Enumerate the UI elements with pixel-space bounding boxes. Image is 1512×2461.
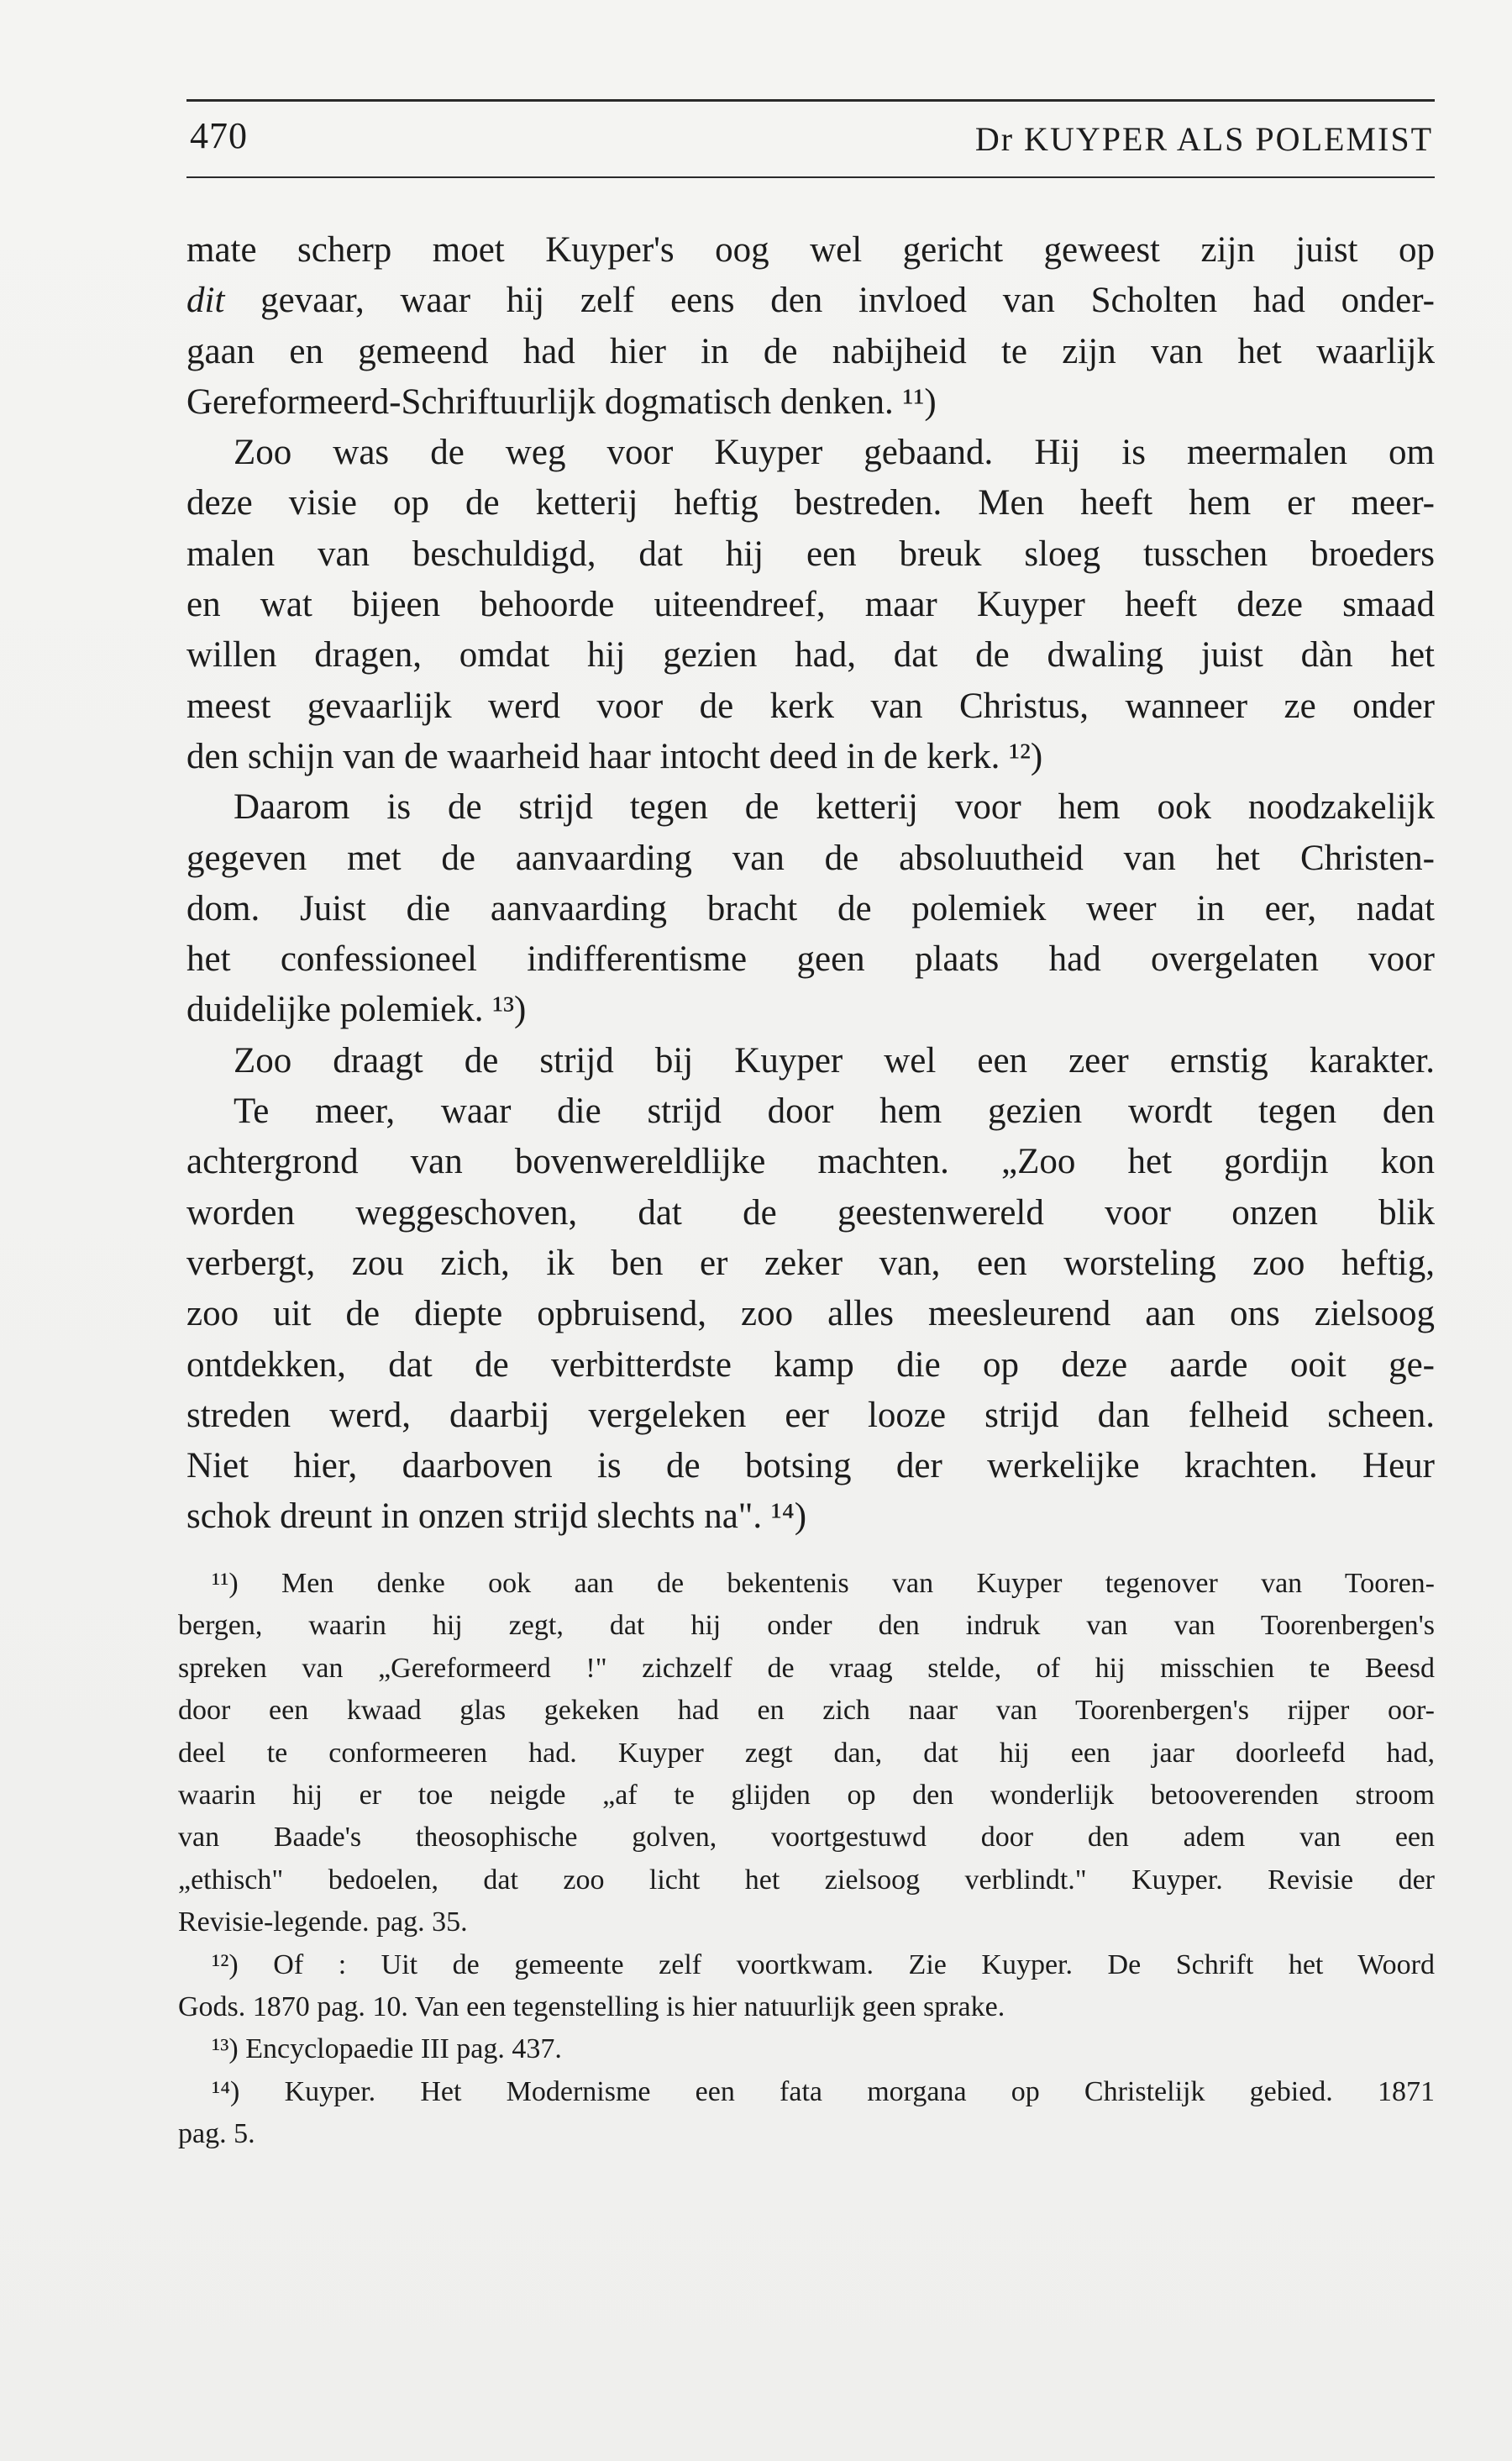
text-line: Niet hier, daarboven is de botsing der werkelijke krachten. Heur bbox=[186, 1446, 1435, 1486]
footnote-line: door een kwaad glas gekeken had en zich naar van Toorenbergen's rijper oor- bbox=[178, 1695, 1435, 1727]
footnotes bbox=[178, 1563, 1435, 2155]
text-line: dit gevaar, waar hij zelf eens den invloed van Scholten had onder- bbox=[186, 281, 1435, 321]
text-line: mate scherp moet Kuyper's oog wel gericht geweest zijn juist op bbox=[186, 230, 1435, 270]
text-line: Zoo draagt de strijd bij Kuyper wel een zeer ernstig karakter. bbox=[234, 1040, 1435, 1081]
footnote-line: deel te conformeeren had. Kuyper zegt dan, dat hij een jaar doorleefd had, bbox=[178, 1737, 1435, 1769]
running-header bbox=[186, 109, 1435, 168]
text-line: achtergrond van bovenwereldlijke machten. „Zoo het gordijn kon bbox=[186, 1142, 1435, 1182]
footnote-line: Gods. 1870 pag. 10. Van een tegenstelling is hier natuurlijk geen sprake. bbox=[178, 1990, 1005, 2022]
text-line: Gereformeerd-Schriftuurlijk dogmatisch denken. ¹¹) bbox=[186, 381, 937, 422]
text-line: en wat bijeen behoorde uiteendreef, maar Kuyper heeft deze smaad bbox=[186, 585, 1435, 625]
footnote-line: „ethisch" bedoelen, dat zoo licht het zielsoog verblindt." Kuyper. Revisie der bbox=[178, 1864, 1435, 1896]
text-line: Te meer, waar die strijd door hem gezien wordt tegen den bbox=[234, 1091, 1435, 1132]
text-line: zoo uit de diepte opbruisend, zoo alles meesleurend aan ons zielsoog bbox=[186, 1294, 1435, 1334]
text-line: gegeven met de aanvaarding van de absoluutheid van het Christen- bbox=[186, 838, 1435, 878]
footnote-line: spreken van „Gereformeerd !" zichzelf de vraag stelde, of hij misschien te Beesd bbox=[178, 1652, 1435, 1684]
footnote-line: ¹³) Encyclopaedie III pag. 437. bbox=[212, 2033, 562, 2065]
footnote-line: van Baade's theosophische golven, voortgestuwd door den adem van een bbox=[178, 1822, 1435, 1854]
text-line: Daarom is de strijd tegen de ketterij voor hem ook noodzakelijk bbox=[234, 787, 1435, 828]
text-line: verbergt, zou zich, ik ben er zeker van, een worsteling zoo heftig, bbox=[186, 1243, 1435, 1283]
text-line: malen van beschuldigd, dat hij een breuk sloeg tusschen broeders bbox=[186, 534, 1435, 574]
text-line: willen dragen, omdat hij gezien had, dat de dwaling juist dàn het bbox=[186, 635, 1435, 676]
text-line: streden werd, daarbij vergeleken eer looze strijd dan felheid scheen. bbox=[186, 1395, 1435, 1435]
footnote-line: ¹²) Of : Uit de gemeente zelf voortkwam. Zie Kuyper. De Schrift het Woord bbox=[212, 1948, 1435, 1980]
text-line: dom. Juist die aanvaarding bracht de polemiek weer in eer, nadat bbox=[186, 888, 1435, 928]
text-line: schok dreunt in onzen strijd slechts na". ¹⁴) bbox=[186, 1496, 807, 1537]
text-line: gaan en gemeend had hier in de nabijheid te zijn van het waarlijk bbox=[186, 331, 1435, 371]
footnote-line: bergen, waarin hij zegt, dat hij onder den indruk van van Toorenbergen's bbox=[178, 1610, 1435, 1642]
text-line: meest gevaarlijk werd voor de kerk van Christus, wanneer ze onder bbox=[186, 686, 1435, 726]
footnote-line: pag. 5. bbox=[178, 2118, 255, 2150]
footnote-line: waarin hij er toe neigde „af te glijden op den wonderlijk betooverenden stroom bbox=[178, 1779, 1435, 1811]
running-title: Dr KUYPER ALS POLEMIST bbox=[974, 120, 1433, 158]
footnote-line: ¹¹) Men denke ook aan de bekentenis van Kuyper tegenover van Tooren- bbox=[212, 1568, 1435, 1599]
text-line: het confessioneel indifferentisme geen plaats had overgelaten voor bbox=[186, 939, 1435, 980]
text-line: duidelijke polemiek. ¹³) bbox=[186, 990, 527, 1030]
main-text bbox=[186, 225, 1435, 1543]
footnote-line: Revisie-legende. pag. 35. bbox=[178, 1906, 468, 1938]
header-bottom-rule bbox=[186, 176, 1435, 178]
header-top-rule bbox=[186, 99, 1435, 102]
page-number: 470 bbox=[190, 115, 248, 156]
text-line: den schijn van de waarheid haar intocht deed in de kerk. ¹²) bbox=[186, 736, 1043, 776]
footnote-line: ¹⁴) Kuyper. Het Modernisme een fata morgana op Christelijk gebied. 1871 bbox=[212, 2075, 1435, 2107]
text-line: Zoo was de weg voor Kuyper gebaand. Hij is meermalen om bbox=[234, 433, 1435, 473]
text-line: ontdekken, dat de verbitterdste kamp die op deze aarde ooit ge- bbox=[186, 1344, 1435, 1385]
text-line: deze visie op de ketterij heftig bestreden. Men heeft hem er meer- bbox=[186, 483, 1435, 523]
text-line: worden weggeschoven, dat de geestenwereld voor onzen blik bbox=[186, 1192, 1435, 1233]
